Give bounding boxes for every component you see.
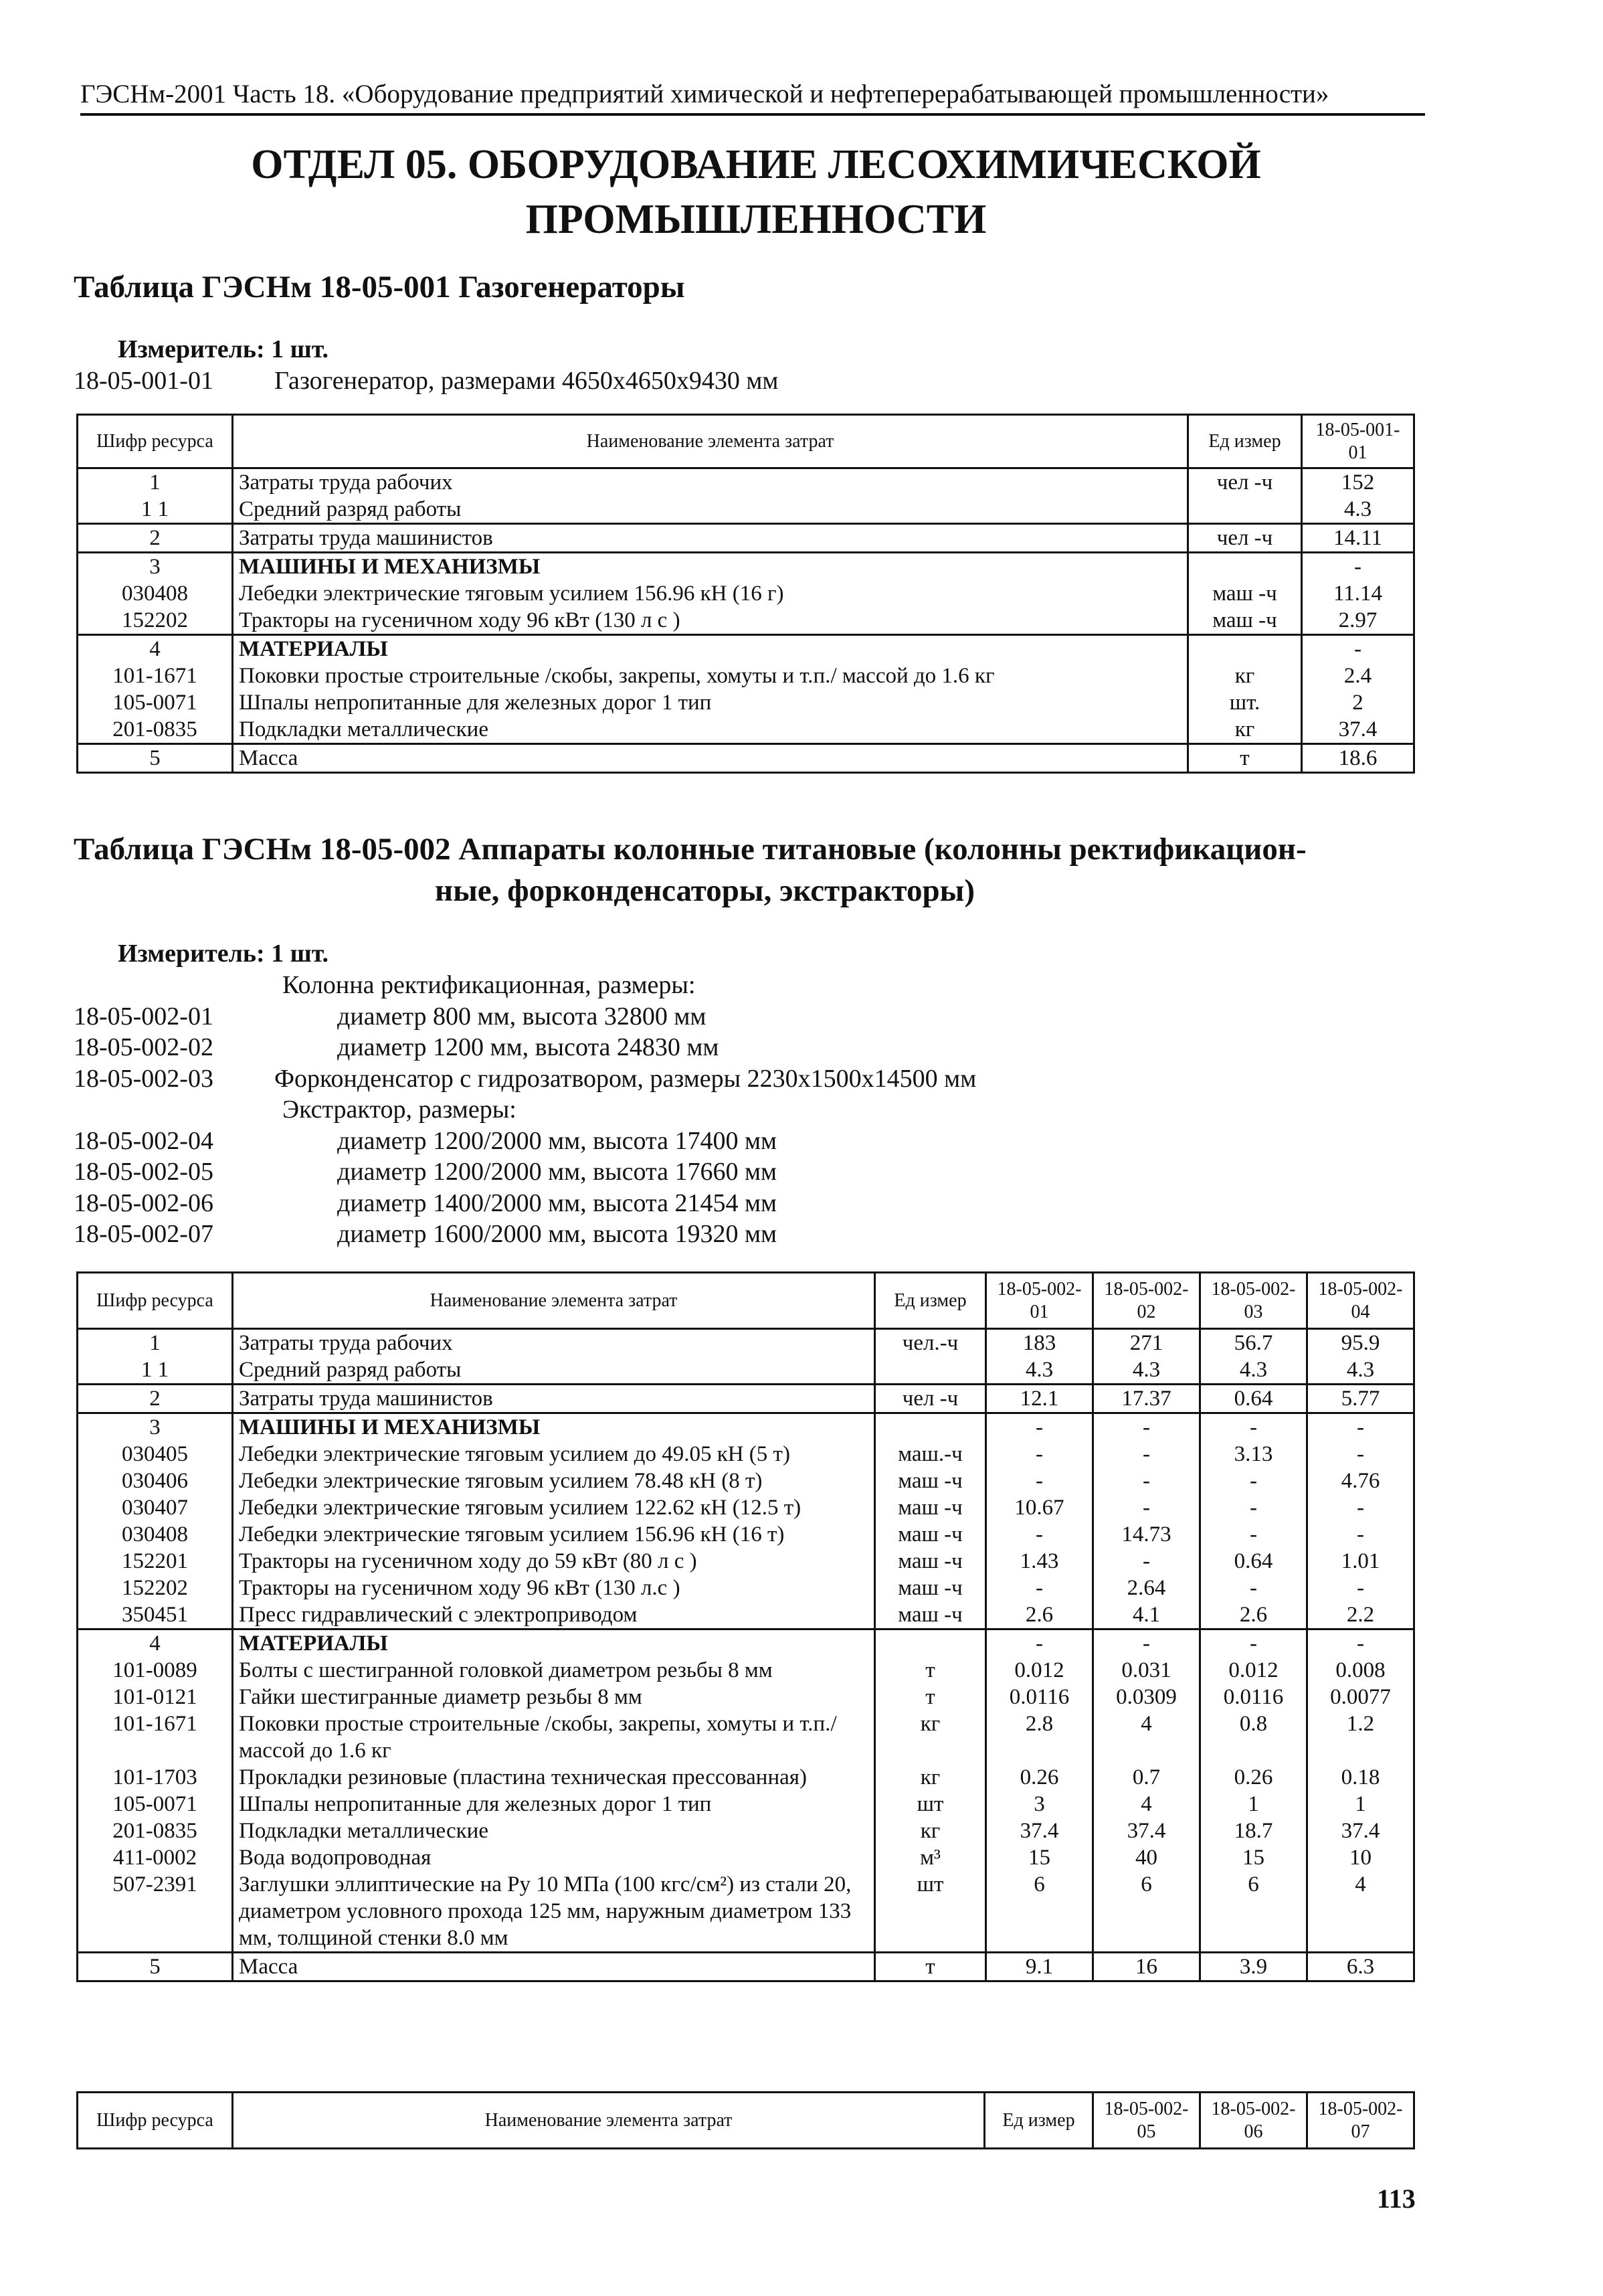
spec-description: диаметр 1400/2000 мм, высота 21454 мм	[337, 1188, 777, 1217]
spec-description: диаметр 1600/2000 мм, высота 19320 мм	[337, 1220, 777, 1248]
table-row	[78, 524, 1414, 553]
resource-code: 411-0002	[78, 1844, 233, 1871]
norm-value: 3.9	[1200, 1953, 1307, 1981]
resource-code: 201-0835	[78, 716, 233, 744]
unit-of-measure	[875, 1629, 986, 1658]
norm-value: 3.13	[1200, 1441, 1307, 1468]
table2-meter: Измеритель: 1 шт.	[118, 940, 329, 968]
col-header-unit: Ед измер	[985, 2093, 1093, 2149]
table-row	[78, 1356, 1414, 1385]
table-row	[78, 689, 1414, 716]
norm-value: 12.1	[986, 1385, 1093, 1413]
norm-value: 40	[1093, 1844, 1200, 1871]
cost-element-name: Подкладки металлические	[233, 1818, 875, 1844]
resource-code: 201-0835	[78, 1818, 233, 1844]
norm-value: 10	[1307, 1844, 1414, 1871]
resource-code: 1	[78, 468, 233, 497]
norm-value: 1.01	[1307, 1548, 1414, 1575]
spec-code: 18-05-002-02	[74, 1033, 213, 1061]
table-row	[78, 1329, 1414, 1357]
spec-code: 18-05-002-03	[74, 1064, 213, 1093]
norm-value: -	[986, 1575, 1093, 1601]
norm-value: 15	[1200, 1844, 1307, 1871]
resource-code: 1	[78, 1329, 233, 1357]
col-header-name: Наименование элемента затрат	[233, 2093, 985, 2149]
resource-code: 350451	[78, 1601, 233, 1629]
table-row	[78, 1629, 1414, 1658]
norm-value: 16	[1093, 1953, 1200, 1981]
spec-code: 18-05-002-04	[74, 1126, 213, 1155]
table1-item-code: 18-05-001-01	[74, 367, 213, 395]
norm-value: 2.6	[1200, 1601, 1307, 1629]
spec-description: диаметр 1200 мм, высота 24830 мм	[337, 1033, 719, 1061]
norm-value: 0.0116	[986, 1684, 1093, 1710]
unit-of-measure: шт.	[1188, 689, 1302, 716]
col-header-value: 18-05-002-01	[986, 1273, 1093, 1329]
col-header-value: 18-05-002-03	[1200, 1273, 1307, 1329]
resource-code: 101-1703	[78, 1764, 233, 1791]
table-row	[78, 1385, 1414, 1413]
norm-value: 4.3	[1093, 1356, 1200, 1385]
norm-value: 4.3	[1302, 496, 1414, 524]
unit-of-measure: кг	[1188, 716, 1302, 744]
norm-value: 6	[986, 1871, 1093, 1953]
cost-element-name: Прокладки резиновые (пластина техническая прессованная)	[233, 1764, 875, 1791]
norm-value: 1.2	[1307, 1710, 1414, 1764]
table3	[76, 2091, 1415, 2149]
resource-code: 1 1	[78, 1356, 233, 1385]
table-row	[78, 1764, 1414, 1791]
norm-value: 1.43	[986, 1548, 1093, 1575]
norm-value: -	[1302, 553, 1414, 581]
cost-element-name: МАТЕРИАЛЫ	[233, 635, 1188, 663]
norm-value: -	[1093, 1413, 1200, 1441]
resource-code: 507-2391	[78, 1871, 233, 1953]
cost-element-name: Подкладки металлические	[233, 716, 1188, 744]
resource-code: 030408	[78, 1521, 233, 1548]
resource-code: 152201	[78, 1548, 233, 1575]
spec-code: 18-05-002-05	[74, 1158, 213, 1186]
norm-value: 3	[986, 1791, 1093, 1818]
cost-element-name: Затраты труда рабочих	[233, 1329, 875, 1357]
norm-value: 0.0116	[1200, 1684, 1307, 1710]
resource-code: 5	[78, 1953, 233, 1981]
cost-element-name: Шпалы непропитанные для железных дорог 1 тип	[233, 689, 1188, 716]
norm-value: 4.3	[1307, 1356, 1414, 1385]
resource-code: 030408	[78, 580, 233, 607]
norm-value: -	[1200, 1468, 1307, 1494]
spec-description: диаметр 800 мм, высота 32800 мм	[337, 1002, 706, 1031]
cost-element-name: Средний разряд работы	[233, 496, 1188, 524]
unit-of-measure: чел.-ч	[875, 1329, 986, 1357]
unit-of-measure: кг	[875, 1764, 986, 1791]
col-header-code: Шифр ресурса	[78, 1273, 233, 1329]
cost-element-name: Гайки шестигранные диаметр резьбы 8 мм	[233, 1684, 875, 1710]
norm-value: 0.0077	[1307, 1684, 1414, 1710]
unit-of-measure: шт	[875, 1871, 986, 1953]
unit-of-measure: шт	[875, 1791, 986, 1818]
unit-of-measure	[875, 1413, 986, 1441]
table-row	[78, 1871, 1414, 1953]
cost-element-name: Лебедки электрические тяговым усилием 156.96 кН (16 т)	[233, 1521, 875, 1548]
table-row	[78, 1468, 1414, 1494]
table1-title: Таблица ГЭСНм 18-05-001 Газогенераторы	[74, 270, 685, 304]
norm-value: 0.64	[1200, 1385, 1307, 1413]
cost-element-name: Затраты труда машинистов	[233, 524, 1188, 553]
unit-of-measure: т	[1188, 744, 1302, 773]
norm-value: -	[1200, 1521, 1307, 1548]
norm-value: 6	[1093, 1871, 1200, 1953]
col-header-value: 18-05-002-04	[1307, 1273, 1414, 1329]
norm-value: 4	[1093, 1791, 1200, 1818]
norm-value: 0.26	[1200, 1764, 1307, 1791]
norm-value: 2.4	[1302, 663, 1414, 689]
norm-value: 152	[1302, 468, 1414, 497]
col-header-name: Наименование элемента затрат	[233, 1273, 875, 1329]
unit-of-measure: т	[875, 1953, 986, 1981]
cost-element-name: МАШИНЫ И МЕХАНИЗМЫ	[233, 553, 1188, 581]
norm-value: -	[1093, 1468, 1200, 1494]
spec-description: диаметр 1200/2000 мм, высота 17400 мм	[337, 1126, 777, 1155]
norm-value: 37.4	[1302, 716, 1414, 744]
table-row	[78, 1818, 1414, 1844]
resource-code: 101-0089	[78, 1657, 233, 1684]
table1-body	[78, 468, 1414, 773]
table-row	[78, 468, 1414, 497]
spec-code: 18-05-002-07	[74, 1220, 213, 1248]
norm-value: 4	[1307, 1871, 1414, 1953]
table-row	[78, 716, 1414, 744]
table-row	[78, 1441, 1414, 1468]
table-row	[78, 1710, 1414, 1764]
table2	[76, 1271, 1415, 1982]
table-row	[78, 580, 1414, 607]
cost-element-name: Поковки простые строительные /скобы, закрепы, хомуты и т.п./ массой до 1.6 кг	[233, 663, 1188, 689]
norm-value: 2.6	[986, 1601, 1093, 1629]
cost-element-name: Масса	[233, 744, 1188, 773]
norm-value: -	[1307, 1413, 1414, 1441]
table-row	[78, 1413, 1414, 1441]
cost-element-name: Болты с шестигранной головкой диаметром резьбы 8 мм	[233, 1657, 875, 1684]
norm-value: -	[986, 1413, 1093, 1441]
unit-of-measure: т	[875, 1684, 986, 1710]
cost-element-name: Лебедки электрические тяговым усилием 78.48 кН (8 т)	[233, 1468, 875, 1494]
norm-value: 2	[1302, 689, 1414, 716]
norm-value: -	[1307, 1521, 1414, 1548]
norm-value: 18.6	[1302, 744, 1414, 773]
norm-value: 1	[1200, 1791, 1307, 1818]
unit-of-measure: чел -ч	[1188, 468, 1302, 497]
norm-value: 2.8	[986, 1710, 1093, 1764]
norm-value: 9.1	[986, 1953, 1093, 1981]
norm-value: -	[986, 1629, 1093, 1658]
running-head: ГЭСНм-2001 Часть 18. «Оборудование предприятий химической и нефтеперерабатывающей промышленности»	[80, 79, 1425, 116]
col-header-code: Шифр ресурса	[78, 415, 233, 468]
unit-of-measure: маш.-ч	[875, 1441, 986, 1468]
norm-value: -	[1307, 1441, 1414, 1468]
col-header-unit: Ед измер	[1188, 415, 1302, 468]
norm-value: 14.11	[1302, 524, 1414, 553]
unit-of-measure	[1188, 553, 1302, 581]
resource-code: 105-0071	[78, 1791, 233, 1818]
cost-element-name: Лебедки электрические тяговым усилием 156.96 кН (16 г)	[233, 580, 1188, 607]
section-title-line1: ОТДЕЛ 05. ОБОРУДОВАНИЕ ЛЕСОХИМИЧЕСКОЙ	[251, 142, 1261, 187]
norm-value: 37.4	[1307, 1818, 1414, 1844]
norm-value: 18.7	[1200, 1818, 1307, 1844]
table-row	[78, 1657, 1414, 1684]
resource-code: 101-0121	[78, 1684, 233, 1710]
col-header-value: 18-05-002-02	[1093, 1273, 1200, 1329]
table1-item-desc: Газогенератор, размерами 4650x4650x9430 мм	[274, 367, 779, 395]
cost-element-name: МАШИНЫ И МЕХАНИЗМЫ	[233, 1413, 875, 1441]
unit-of-measure: т	[875, 1657, 986, 1684]
norm-value: 183	[986, 1329, 1093, 1357]
cost-element-name: Шпалы непропитанные для железных дорог 1 тип	[233, 1791, 875, 1818]
norm-value: 4.3	[986, 1356, 1093, 1385]
norm-value: -	[1307, 1629, 1414, 1658]
resource-code: 4	[78, 1629, 233, 1658]
norm-value: 271	[1093, 1329, 1200, 1357]
table-row	[78, 1494, 1414, 1521]
norm-value: 6	[1200, 1871, 1307, 1953]
col-header-unit: Ед измер	[875, 1273, 986, 1329]
norm-value: 14.73	[1093, 1521, 1200, 1548]
spec-description: диаметр 1200/2000 мм, высота 17660 мм	[337, 1158, 777, 1186]
norm-value: 56.7	[1200, 1329, 1307, 1357]
unit-of-measure: чел -ч	[1188, 524, 1302, 553]
table-row	[78, 1844, 1414, 1871]
resource-code: 5	[78, 744, 233, 773]
cost-element-name: Затраты труда машинистов	[233, 1385, 875, 1413]
norm-value: 4.1	[1093, 1601, 1200, 1629]
norm-value: -	[1307, 1494, 1414, 1521]
resource-code: 4	[78, 635, 233, 663]
table2-body	[78, 1329, 1414, 1981]
table-row	[78, 553, 1414, 581]
cost-element-name: Заглушки эллиптические на Ру 10 МПа (100 кгс/см²) из стали 20, диаметром условного прохода 125 мм, наружным диаметром 133 мм, толщиной стенки 8.0 мм	[233, 1871, 875, 1953]
cost-element-name: Тракторы на гусеничном ходу до 59 кВт (80 л с )	[233, 1548, 875, 1575]
norm-value: 4	[1093, 1710, 1200, 1764]
norm-value: 5.77	[1307, 1385, 1414, 1413]
unit-of-measure: маш -ч	[1188, 607, 1302, 635]
cost-element-name: Вода водопроводная	[233, 1844, 875, 1871]
cost-element-name: Тракторы на гусеничном ходу 96 кВт (130 л.с )	[233, 1575, 875, 1601]
page-number: 113	[1377, 2184, 1416, 2214]
norm-value: 0.18	[1307, 1764, 1414, 1791]
resource-code: 030407	[78, 1494, 233, 1521]
cost-element-name: Пресс гидравлический с электроприводом	[233, 1601, 875, 1629]
col-header-value: 18-05-002-05	[1093, 2093, 1200, 2149]
cost-element-name: Лебедки электрические тяговым усилием до 49.05 кН (5 т)	[233, 1441, 875, 1468]
spec-description: Колонна ректификационная, размеры:	[282, 971, 696, 999]
unit-of-measure: м³	[875, 1844, 986, 1871]
resource-code: 3	[78, 1413, 233, 1441]
table-row	[78, 1953, 1414, 1981]
table-row	[78, 1521, 1414, 1548]
resource-code: 030405	[78, 1441, 233, 1468]
unit-of-measure: маш -ч	[875, 1601, 986, 1629]
col-header-value: 18-05-001-01	[1302, 415, 1414, 468]
norm-value: 4.3	[1200, 1356, 1307, 1385]
norm-value: -	[1093, 1441, 1200, 1468]
unit-of-measure: маш -ч	[875, 1548, 986, 1575]
cost-element-name: Средний разряд работы	[233, 1356, 875, 1385]
table2-title-line1: Таблица ГЭСНм 18-05-002 Аппараты колонные титановые (колонны ректификацион-	[74, 832, 1307, 867]
table-row	[78, 663, 1414, 689]
norm-value: 0.26	[986, 1764, 1093, 1791]
unit-of-measure: чел -ч	[875, 1385, 986, 1413]
table-row	[78, 744, 1414, 773]
norm-value: 10.67	[986, 1494, 1093, 1521]
spec-description: Форконденсатор с гидрозатвором, размеры 2230x1500x14500 мм	[274, 1064, 977, 1093]
resource-code: 1 1	[78, 496, 233, 524]
resource-code: 101-1671	[78, 663, 233, 689]
norm-value: -	[986, 1441, 1093, 1468]
norm-value: -	[1093, 1494, 1200, 1521]
table-row	[78, 1601, 1414, 1629]
resource-code: 101-1671	[78, 1710, 233, 1764]
col-header-name: Наименование элемента затрат	[233, 415, 1188, 468]
norm-value: 0.012	[1200, 1657, 1307, 1684]
unit-of-measure: кг	[875, 1710, 986, 1764]
table-row	[78, 1791, 1414, 1818]
norm-value: -	[1200, 1575, 1307, 1601]
unit-of-measure: маш -ч	[875, 1494, 986, 1521]
col-header-code: Шифр ресурса	[78, 2093, 233, 2149]
norm-value: 2.64	[1093, 1575, 1200, 1601]
norm-value: 6.3	[1307, 1953, 1414, 1981]
unit-of-measure	[875, 1356, 986, 1385]
table1	[76, 414, 1415, 774]
unit-of-measure	[1188, 496, 1302, 524]
spec-description: Экстрактор, размеры:	[282, 1095, 516, 1124]
table-row	[78, 1575, 1414, 1601]
norm-value: -	[1200, 1494, 1307, 1521]
table-row	[78, 635, 1414, 663]
section-title	[0, 137, 1512, 247]
resource-code: 152202	[78, 607, 233, 635]
cost-element-name: Тракторы на гусеничном ходу 96 кВт (130 л с )	[233, 607, 1188, 635]
cost-element-name: Поковки простые строительные /скобы, закрепы, хомуты и т.п./ массой до 1.6 кг	[233, 1710, 875, 1764]
table2-title-line2: ные, форконденсаторы, экстракторы)	[435, 873, 975, 908]
resource-code: 030406	[78, 1468, 233, 1494]
cost-element-name: МАТЕРИАЛЫ	[233, 1629, 875, 1658]
norm-value: -	[1302, 635, 1414, 663]
norm-value: -	[1200, 1413, 1307, 1441]
col-header-value: 18-05-002-07	[1307, 2093, 1414, 2149]
unit-of-measure: кг	[875, 1818, 986, 1844]
cost-element-name: Масса	[233, 1953, 875, 1981]
table-row	[78, 1548, 1414, 1575]
norm-value: 0.031	[1093, 1657, 1200, 1684]
cost-element-name: Лебедки электрические тяговым усилием 122.62 кН (12.5 т)	[233, 1494, 875, 1521]
table-row	[78, 496, 1414, 524]
norm-value: -	[986, 1521, 1093, 1548]
norm-value: -	[986, 1468, 1093, 1494]
norm-value: 15	[986, 1844, 1093, 1871]
norm-value: 0.008	[1307, 1657, 1414, 1684]
norm-value: -	[1093, 1548, 1200, 1575]
table-row	[78, 1684, 1414, 1710]
unit-of-measure: маш -ч	[1188, 580, 1302, 607]
resource-code: 105-0071	[78, 689, 233, 716]
unit-of-measure: маш -ч	[875, 1575, 986, 1601]
norm-value: 0.7	[1093, 1764, 1200, 1791]
resource-code: 152202	[78, 1575, 233, 1601]
norm-value: 95.9	[1307, 1329, 1414, 1357]
unit-of-measure: маш -ч	[875, 1468, 986, 1494]
spec-code: 18-05-002-06	[74, 1188, 213, 1217]
norm-value: 37.4	[986, 1818, 1093, 1844]
norm-value: 0.012	[986, 1657, 1093, 1684]
section-title-line2: ПРОМЫШЛЕННОСТИ	[525, 197, 987, 242]
norm-value: 37.4	[1093, 1818, 1200, 1844]
norm-value: 2.97	[1302, 607, 1414, 635]
unit-of-measure	[1188, 635, 1302, 663]
resource-code: 2	[78, 524, 233, 553]
spec-code: 18-05-002-01	[74, 1002, 213, 1031]
norm-value: 0.8	[1200, 1710, 1307, 1764]
norm-value: 11.14	[1302, 580, 1414, 607]
norm-value: 0.64	[1200, 1548, 1307, 1575]
table1-meter: Измеритель: 1 шт.	[118, 335, 329, 363]
cost-element-name: Затраты труда рабочих	[233, 468, 1188, 497]
norm-value: -	[1093, 1629, 1200, 1658]
norm-value: 1	[1307, 1791, 1414, 1818]
unit-of-measure: маш -ч	[875, 1521, 986, 1548]
norm-value: 0.0309	[1093, 1684, 1200, 1710]
resource-code: 3	[78, 553, 233, 581]
norm-value: -	[1307, 1575, 1414, 1601]
resource-code: 2	[78, 1385, 233, 1413]
norm-value: -	[1200, 1629, 1307, 1658]
col-header-value: 18-05-002-06	[1200, 2093, 1307, 2149]
table-row	[78, 607, 1414, 635]
unit-of-measure: кг	[1188, 663, 1302, 689]
norm-value: 17.37	[1093, 1385, 1200, 1413]
norm-value: 2.2	[1307, 1601, 1414, 1629]
norm-value: 4.76	[1307, 1468, 1414, 1494]
